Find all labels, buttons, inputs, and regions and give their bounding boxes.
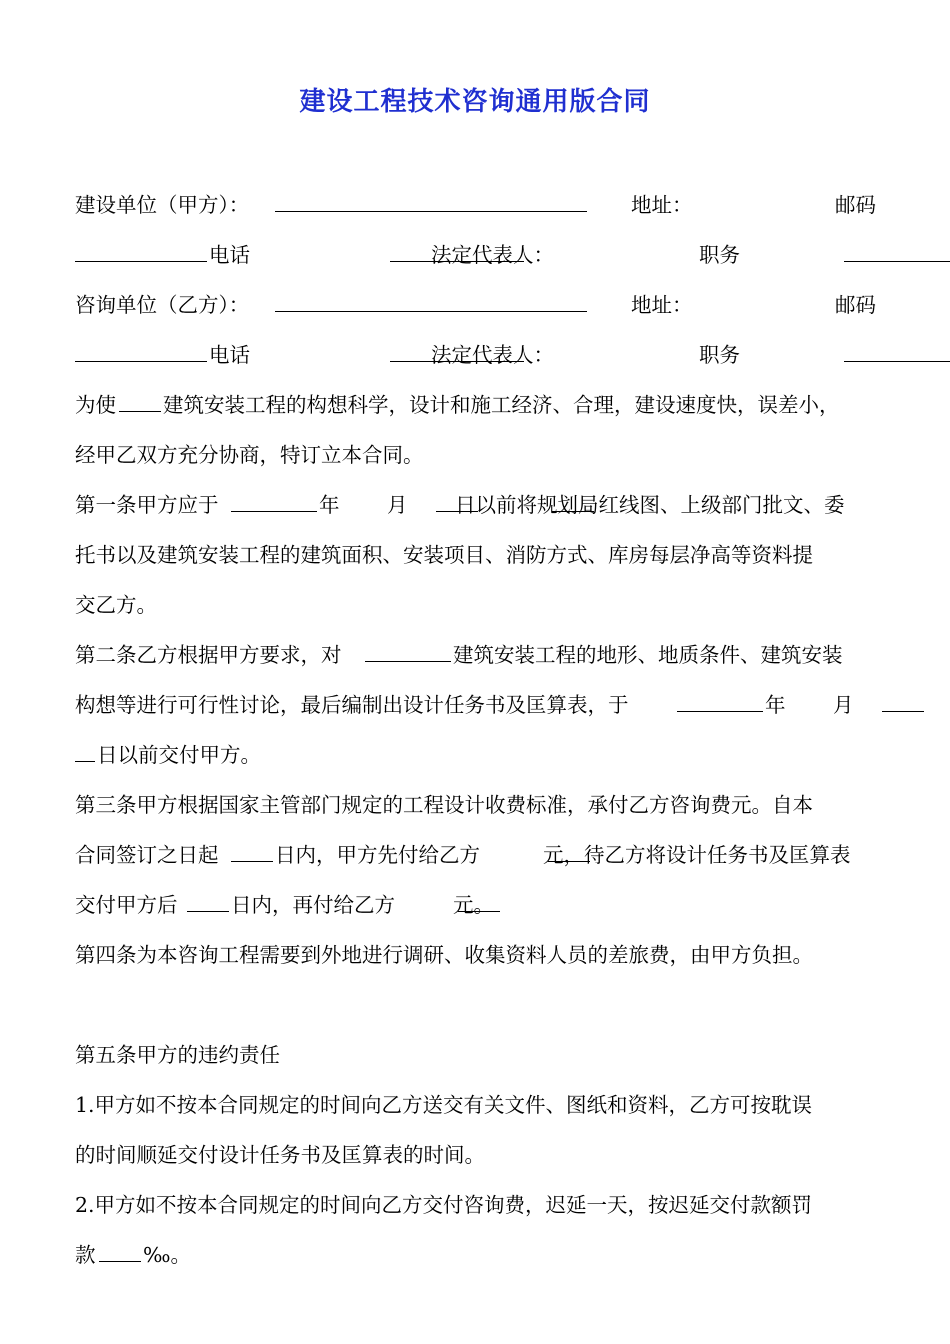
section-spacer xyxy=(75,980,880,1030)
article-1-line-1 xyxy=(75,480,880,530)
article-2-text-c: 构想等进行可行性讨论，最后编制出设计任务书及匡算表，于 xyxy=(75,693,629,717)
party-b-line-1 xyxy=(75,280,880,330)
party-a-postcode-blank xyxy=(75,236,207,262)
party-b-line-2 xyxy=(75,330,880,380)
article-3-text-c: 日内，甲方先付给乙方 xyxy=(275,843,480,867)
party-a-line-1 xyxy=(75,180,880,230)
article-2-year-label: 年 xyxy=(765,693,786,717)
preamble-text-b: 建筑安装工程的构想科学，设计和施工经济、合理，建设速度快，误差小， xyxy=(163,393,840,417)
party-b-position-label: 职务 xyxy=(699,343,740,367)
article-1-line-2 xyxy=(75,530,880,580)
article-1-text-a: 第一条甲方应于 xyxy=(75,493,219,517)
article-2-day-blank-b xyxy=(75,736,95,762)
article-2-month-label: 月 xyxy=(833,693,854,717)
article-3-days-blank-1 xyxy=(231,836,273,862)
article-3-line-2 xyxy=(75,830,880,880)
party-a-postcode-label: 邮码 xyxy=(835,193,876,217)
article-2-text-d: 日以前交付甲方。 xyxy=(97,743,261,767)
article-2-line-2 xyxy=(75,680,880,730)
article-2-line-3 xyxy=(75,730,880,780)
article-3-text-g: 元。 xyxy=(453,893,494,917)
article-5-item-2-line-1 xyxy=(75,1180,880,1230)
article-2-project-blank xyxy=(365,636,451,662)
article-1-text-f: 交乙方。 xyxy=(75,593,157,617)
preamble-text-c: 经甲乙双方充分协商，特订立本合同。 xyxy=(75,443,424,467)
article-5-item-1-text-a: 1.甲方如不按本合同规定的时间向乙方送交有关文件、图纸和资料，乙方可按耽误 xyxy=(75,1093,813,1117)
article-3-text-d: 元，待乙方将设计任务书及匡算表 xyxy=(543,843,851,867)
document-title: 建设工程技术咨询通用版合同 xyxy=(299,87,651,117)
party-a-legal-rep-label: 法定代表人： xyxy=(431,243,554,267)
party-b-address-label: 地址： xyxy=(631,293,693,317)
article-5-heading: 第五条甲方的违约责任 xyxy=(75,1043,280,1067)
party-a-name-blank xyxy=(275,186,587,212)
article-3-text-b: 合同签订之日起 xyxy=(75,843,219,867)
party-b-phone-label: 电话 xyxy=(209,343,250,367)
article-5-penalty-blank xyxy=(99,1236,141,1262)
party-a-position-label: 职务 xyxy=(699,243,740,267)
article-2-text-a: 第二条乙方根据甲方要求，对 xyxy=(75,643,342,667)
article-1-text-e: 托书以及建筑安装工程的建筑面积、安装项目、消防方式、库房每层净高等资料提 xyxy=(75,543,813,567)
article-4-line-1 xyxy=(75,930,880,980)
party-b-legal-rep-label: 法定代表人： xyxy=(431,343,554,367)
article-2-text-b: 建筑安装工程的地形、地质条件、建筑安装 xyxy=(453,643,843,667)
preamble-line-1 xyxy=(75,380,880,430)
article-3-text-e: 交付甲方后 xyxy=(75,893,178,917)
party-b-postcode-blank xyxy=(75,336,207,362)
article-4-text: 第四条为本咨询工程需要到外地进行调研、收集资料人员的差旅费，由甲方负担。 xyxy=(75,943,813,967)
article-5-item-1-text-b: 的时间顺延交付设计任务书及匡算表的时间。 xyxy=(75,1143,485,1167)
contract-body xyxy=(75,180,880,1280)
article-3-line-3 xyxy=(75,880,880,930)
party-b-legal-rep-blank xyxy=(844,336,950,362)
article-3-line-1 xyxy=(75,780,880,830)
article-5-heading-line xyxy=(75,1030,880,1080)
party-a-line-2 xyxy=(75,230,880,280)
article-3-days-blank-2 xyxy=(187,886,229,912)
preamble-line-2 xyxy=(75,430,880,480)
article-5-item-2-text-a: 2.甲方如不按本合同规定的时间向乙方交付咨询费，迟延一天，按迟延交付款额罚 xyxy=(75,1193,813,1217)
article-5-item-2-text-b: 款 xyxy=(75,1243,96,1267)
article-1-text-d: 日以前将规划局红线图、上级部门批文、委 xyxy=(455,493,845,517)
party-a-legal-rep-blank xyxy=(844,236,950,262)
article-1-year-blank xyxy=(231,486,317,512)
party-b-name-blank xyxy=(275,286,587,312)
article-2-line-1 xyxy=(75,630,880,680)
article-5-item-2-text-c: ‰。 xyxy=(143,1243,192,1267)
article-2-month-blank xyxy=(882,686,924,712)
article-1-line-3 xyxy=(75,580,880,630)
article-2-year-blank xyxy=(677,686,763,712)
party-b-label: 咨询单位（乙方）： xyxy=(75,293,250,317)
preamble-text-a: 为使 xyxy=(75,393,116,417)
article-3-text-f: 日内，再付给乙方 xyxy=(231,893,395,917)
article-1-year-label: 年 xyxy=(319,493,340,517)
article-5-item-2-line-2 xyxy=(75,1230,880,1280)
article-5-item-1-line-2 xyxy=(75,1130,880,1180)
article-1-month-label: 月 xyxy=(387,493,408,517)
article-3-text-a: 第三条甲方根据国家主管部门规定的工程设计收费标准，承付乙方咨询费元。自本 xyxy=(75,793,813,817)
article-5-item-1-line-1 xyxy=(75,1080,880,1130)
party-b-postcode-label: 邮码 xyxy=(835,293,876,317)
project-name-blank xyxy=(119,386,161,412)
party-a-address-label: 地址： xyxy=(631,193,693,217)
party-a-phone-label: 电话 xyxy=(209,243,250,267)
party-a-label: 建设单位（甲方）： xyxy=(75,193,250,217)
